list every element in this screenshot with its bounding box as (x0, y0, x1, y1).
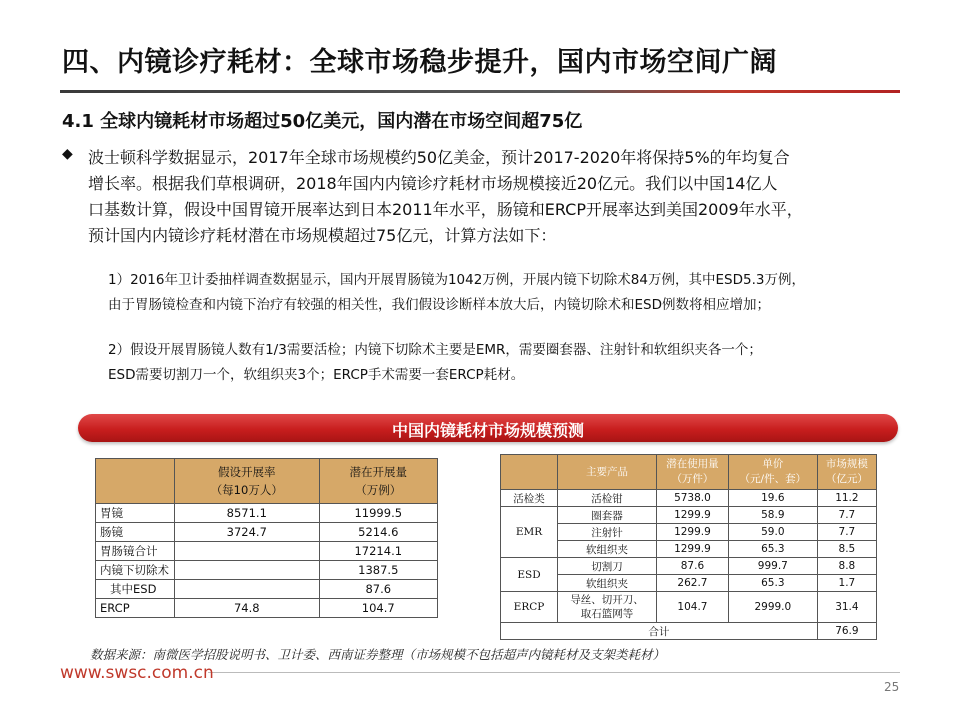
table-cell: 262.7 (657, 575, 729, 592)
table-total-label: 合计 (501, 623, 818, 640)
table-cell: 65.3 (728, 575, 817, 592)
table-banner-title: 中国内镜耗材市场规模预测 (391, 421, 584, 440)
table-row (96, 580, 438, 599)
table-row (96, 542, 438, 561)
title-underline (60, 90, 900, 93)
table-cell: 87.6 (319, 580, 437, 599)
table-cell: 1299.9 (657, 507, 729, 524)
table-cell (175, 561, 320, 580)
table-header-cell: 假设开展率 （每10万人） (175, 459, 320, 504)
table-cell: 软组织夹 (558, 541, 657, 558)
table-group-cell: EMR (501, 507, 558, 558)
table-cell: 59.0 (728, 524, 817, 541)
table-header-cell: 主要产品 (558, 455, 657, 490)
table-header-cell: 潜在使用量 （万件） (657, 455, 729, 490)
table-cell: 1299.9 (657, 524, 729, 541)
table-cell: 7.7 (817, 524, 876, 541)
table-cell: 导丝、切开刀、 取石篮网等 (558, 592, 657, 623)
table-row (501, 575, 877, 592)
page-number: 25 (884, 680, 900, 694)
table-cell: 注射针 (558, 524, 657, 541)
table-cell: 圈套器 (558, 507, 657, 524)
table-group-cell: ERCP (501, 592, 558, 623)
table-cell: 999.7 (728, 558, 817, 575)
paragraph-line: 预计国内内镜诊疗耗材潜在市场规模超过75亿元，计算方法如下： (88, 226, 557, 245)
table-group-cell: 活检类 (501, 490, 558, 507)
table-cell: 肠镜 (96, 523, 175, 542)
table-header-cell: 潜在开展量 （万例） (319, 459, 437, 504)
table-cell: 8.5 (817, 541, 876, 558)
table-cell: 内镜下切除术 (96, 561, 175, 580)
table-cell: 其中ESD (96, 580, 175, 599)
table-cell (175, 542, 320, 561)
paragraph-line: 增长率。根据我们草根调研，2018年国内内镜诊疗耗材市场规模接近20亿元。我们以中国14亿人 (88, 174, 778, 193)
table-cell (175, 580, 320, 599)
table-cell: 2999.0 (728, 592, 817, 623)
note-line: 由于胃肠镜检查和内镜下治疗有较强的相关性，我们假设诊断样本放大后，内镜切除术和ESD例数将相应增加； (108, 297, 770, 313)
table-cell: 软组织夹 (558, 575, 657, 592)
table-row (96, 599, 438, 618)
table-cell: ERCP (96, 599, 175, 618)
table-header-cell (501, 455, 558, 490)
table-total-row (501, 623, 877, 640)
table-group-cell: ESD (501, 558, 558, 592)
diamond-bullet-icon: ◆ (62, 146, 73, 162)
paragraph-line: 口基数计算，假设中国胃镜开展率达到日本2011年水平，肠镜和ERCP开展率达到美国2009年水平， (88, 200, 803, 219)
table-total-value: 76.9 (817, 623, 876, 640)
table-cell: 3724.7 (175, 523, 320, 542)
data-source-note: 数据来源：南微医学招股说明书、卫计委、西南证券整理（市场规模不包括超声内镜耗材及支架类耗材） (90, 647, 666, 662)
table-row (501, 524, 877, 541)
table-row (96, 561, 438, 580)
table-cell: 5214.6 (319, 523, 437, 542)
table-cell: 104.7 (657, 592, 729, 623)
table-cell: 胃肠镜合计 (96, 542, 175, 561)
page-title: 四、内镜诊疗耗材：全球市场稳步提升，国内市场空间广阔 (62, 47, 777, 78)
table-cell: 31.4 (817, 592, 876, 623)
table-cell: 切割刀 (558, 558, 657, 575)
table-row (501, 558, 877, 575)
section-subtitle: 4.1 全球内镜耗材市场超过50亿美元，国内潜在市场空间超75亿 (62, 111, 583, 132)
paragraph-line: 波士顿科学数据显示，2017年全球市场规模约50亿美金，预计2017-2020年将保持5%的年均复合 (88, 148, 790, 167)
table-header-cell (96, 459, 175, 504)
table-cell: 19.6 (728, 490, 817, 507)
table-row (96, 504, 438, 523)
table-cell: 11.2 (817, 490, 876, 507)
table-cell: 1387.5 (319, 561, 437, 580)
table-cell: 活检钳 (558, 490, 657, 507)
table-cell: 8.8 (817, 558, 876, 575)
left-data-table (95, 458, 438, 618)
right-data-table (500, 454, 877, 640)
table-cell: 87.6 (657, 558, 729, 575)
table-header-cell: 单价 （元/件、套） (728, 455, 817, 490)
footer-website-link[interactable]: www.swsc.com.cn (60, 663, 214, 683)
table-row (501, 592, 877, 623)
table-row (501, 507, 877, 524)
table-cell: 58.9 (728, 507, 817, 524)
table-cell: 8571.1 (175, 504, 320, 523)
table-cell: 5738.0 (657, 490, 729, 507)
table-cell: 7.7 (817, 507, 876, 524)
note-line: 1）2016年卫计委抽样调查数据显示，国内开展胃肠镜为1042万例，开展内镜下切除术84万例，其中ESD5.3万例， (108, 272, 805, 288)
table-row (501, 490, 877, 507)
table-cell: 胃镜 (96, 504, 175, 523)
note-line: ESD需要切割刀一个，软组织夹3个；ERCP手术需要一套ERCP耗材。 (108, 367, 525, 383)
table-cell: 74.8 (175, 599, 320, 618)
table-row (501, 541, 877, 558)
table-cell: 1.7 (817, 575, 876, 592)
table-cell: 11999.5 (319, 504, 437, 523)
note-line: 2）假设开展胃肠镜人数有1/3需要活检；内镜下切除术主要是EMR，需要圈套器、注射针和软组织夹各一个； (108, 342, 762, 358)
table-row (96, 523, 438, 542)
table-header-cell: 市场规模 （亿元） (817, 455, 876, 490)
table-cell: 17214.1 (319, 542, 437, 561)
table-cell: 65.3 (728, 541, 817, 558)
table-cell: 1299.9 (657, 541, 729, 558)
table-cell: 104.7 (319, 599, 437, 618)
